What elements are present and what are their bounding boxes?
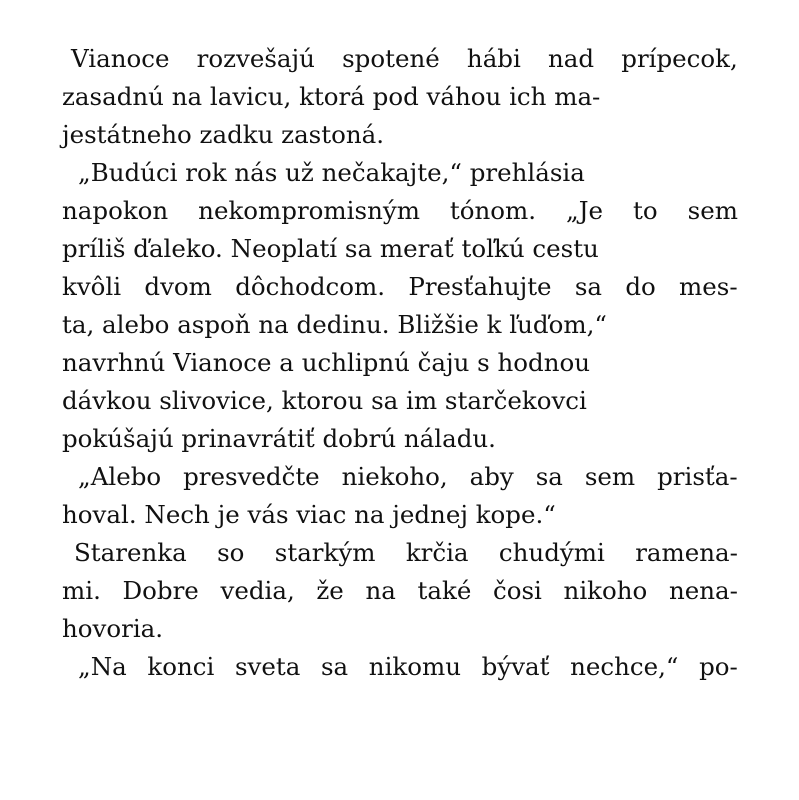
text-line-13: hoval. Nech je vás viac na jednej kope.“ [62, 500, 556, 529]
text-line-5: napokon nekompromisným tónom. „Je to sem [62, 196, 738, 225]
text-line-16: hovoria. [62, 614, 164, 643]
text-line-12: „Alebo presvedčte niekoho, aby sa sem prisťa- [78, 462, 738, 491]
text-line-14: Starenka so starkým krčia chudými ramena- [74, 538, 738, 567]
text-line-11: pokúšajú prinavrátiť dobrú náladu. [62, 424, 496, 453]
text-line-6: príliš ďaleko. Neoplatí sa merať toľkú cestu [62, 234, 599, 263]
text-line-2: zasadnú na lavicu, ktorá pod váhou ich ma- [62, 82, 601, 111]
text-line-8: ta, alebo aspoň na dedinu. Bližšie k ľuďom,“ [62, 310, 607, 339]
text-line-17: „Na konci sveta sa nikomu bývať nechce,“ po- [78, 652, 738, 681]
text-line-9: navrhnú Vianoce a uchlipnú čaju s hodnou [62, 348, 591, 377]
text-line-3: jestátneho zadku zastoná. [62, 120, 385, 149]
text-line-10: dávkou slivovice, ktorou sa im starčekovci [62, 386, 587, 415]
text-line-15: mi. Dobre vedia, že na také čosi nikoho nena- [62, 576, 738, 605]
text-line-1: Vianoce rozvešajú spotené hábi nad prípecok, [71, 44, 738, 73]
text-line-4: „Budúci rok nás už nečakajte,“ prehlásia [78, 158, 585, 187]
text-line-7: kvôli dvom dôchodcom. Presťahujte sa do mes- [62, 272, 738, 301]
